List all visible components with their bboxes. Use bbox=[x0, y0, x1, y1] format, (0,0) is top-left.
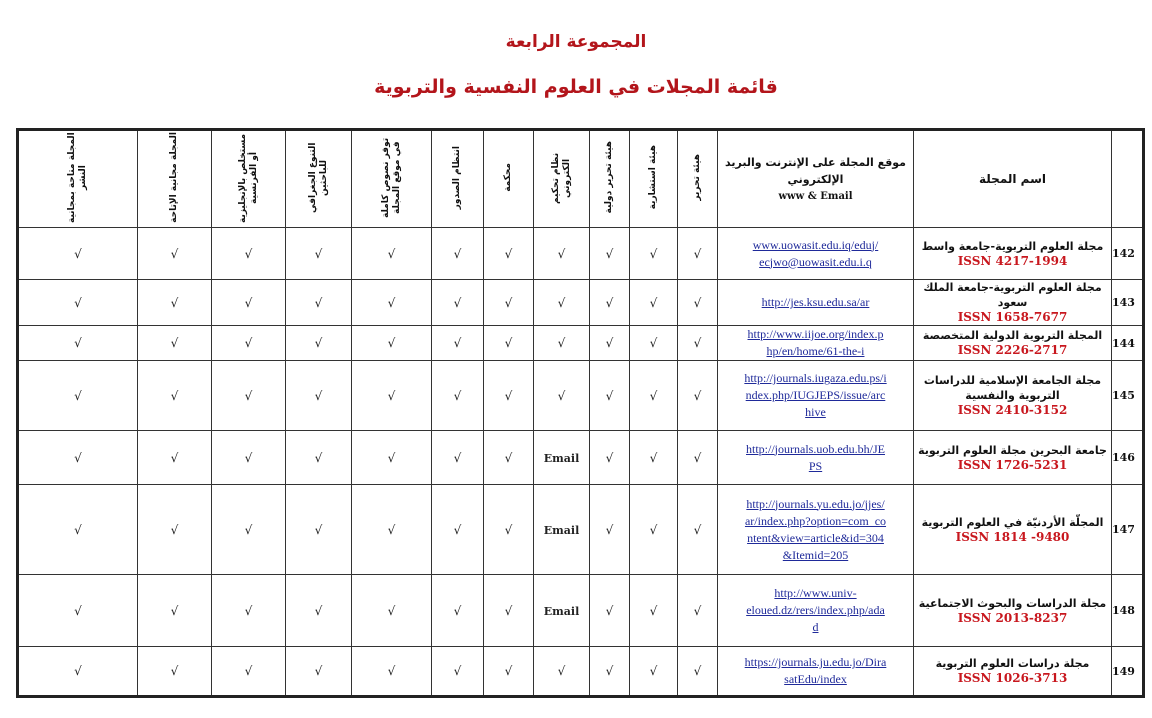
check-intl-editorial bbox=[590, 485, 630, 575]
check-mark: √ bbox=[693, 522, 702, 537]
header-intl-editorial bbox=[590, 130, 630, 228]
check-mark: √ bbox=[170, 336, 179, 350]
check-editorial bbox=[678, 228, 718, 280]
journals-table bbox=[16, 128, 1145, 698]
check-advisory bbox=[630, 280, 678, 326]
check-mark: √ bbox=[74, 522, 82, 537]
site-line: http://journals.uob.edu.bh/JE bbox=[746, 441, 885, 456]
row-number: 146 bbox=[1112, 431, 1144, 485]
check-mark: √ bbox=[244, 388, 253, 403]
check-mark: √ bbox=[649, 522, 658, 537]
header-advisory bbox=[630, 130, 678, 228]
check-mark: √ bbox=[387, 664, 396, 678]
row-number: 143 bbox=[1112, 280, 1144, 326]
check-mark: √ bbox=[504, 603, 513, 618]
header-free-access-label: المجلة مجانية الإتاحة bbox=[169, 132, 179, 223]
check-mark: √ bbox=[244, 522, 253, 537]
header-row bbox=[18, 130, 1144, 228]
check-mark: √ bbox=[74, 388, 82, 403]
check-abstracts bbox=[212, 228, 286, 280]
table-row bbox=[18, 228, 1144, 280]
header-free-access bbox=[138, 130, 212, 228]
header-electronic-review bbox=[534, 130, 590, 228]
journal-name-cell bbox=[914, 431, 1112, 485]
check-full-text bbox=[352, 647, 432, 697]
check-mark: √ bbox=[605, 603, 614, 618]
table-row bbox=[18, 431, 1144, 485]
check-regular bbox=[432, 431, 484, 485]
check-geo-diversity bbox=[286, 326, 352, 361]
journal-site-link[interactable] bbox=[718, 228, 914, 280]
site-line: hp/en/home/61-the-i bbox=[766, 344, 865, 358]
header-abstracts bbox=[212, 130, 286, 228]
check-mark: √ bbox=[453, 295, 462, 310]
check-editorial bbox=[678, 361, 718, 431]
check-mark: √ bbox=[453, 603, 462, 618]
check-geo-diversity bbox=[286, 228, 352, 280]
check-geo-diversity bbox=[286, 575, 352, 647]
check-intl-editorial bbox=[590, 575, 630, 647]
check-electronic-review bbox=[534, 361, 590, 431]
site-line: ntent&view=article&id=304 bbox=[747, 530, 884, 545]
check-abstracts bbox=[212, 485, 286, 575]
header-open-access bbox=[18, 130, 138, 228]
check-advisory bbox=[630, 575, 678, 647]
journal-site-link[interactable] bbox=[718, 361, 914, 431]
journal-name-cell bbox=[914, 280, 1112, 326]
check-mark: √ bbox=[453, 664, 462, 678]
check-full-text bbox=[352, 361, 432, 431]
check-mark: √ bbox=[170, 603, 179, 618]
header-peer-reviewed-label: محكمة bbox=[503, 163, 513, 192]
journal-name: مجلة الدراسات والبحوث الاجتماعية bbox=[918, 596, 1107, 610]
check-editorial bbox=[678, 485, 718, 575]
table-row bbox=[18, 575, 1144, 647]
check-mark: √ bbox=[314, 664, 323, 678]
check-abstracts bbox=[212, 326, 286, 361]
check-mark: √ bbox=[557, 246, 566, 261]
check-regular bbox=[432, 280, 484, 326]
check-advisory bbox=[630, 647, 678, 697]
check-mark: √ bbox=[453, 388, 462, 403]
journal-name-cell bbox=[914, 361, 1112, 431]
check-mark: √ bbox=[504, 450, 513, 465]
check-mark: √ bbox=[605, 246, 614, 261]
journal-name-cell bbox=[914, 228, 1112, 280]
site-line: ecjwo@uowasit.edu.i.q bbox=[759, 254, 872, 269]
check-mark: √ bbox=[314, 603, 323, 618]
check-geo-diversity bbox=[286, 431, 352, 485]
site-line: d bbox=[812, 620, 819, 634]
check-mark: √ bbox=[314, 388, 323, 403]
journal-site-link[interactable] bbox=[718, 575, 914, 647]
email-label: Email bbox=[543, 451, 580, 465]
check-free-access bbox=[138, 575, 212, 647]
check-mark: √ bbox=[504, 522, 513, 537]
check-editorial bbox=[678, 326, 718, 361]
header-geo-diversity-label: التنوع الجغرافي للباحثين bbox=[307, 142, 329, 213]
check-mark: √ bbox=[387, 295, 396, 310]
check-geo-diversity bbox=[286, 361, 352, 431]
check-mark: √ bbox=[314, 336, 323, 350]
check-mark: √ bbox=[693, 664, 702, 678]
check-mark: √ bbox=[244, 603, 253, 618]
site-line: hive bbox=[805, 405, 826, 419]
check-mark: √ bbox=[74, 450, 82, 465]
check-mark: √ bbox=[387, 450, 396, 465]
journal-name-cell bbox=[914, 575, 1112, 647]
check-mark: √ bbox=[387, 388, 396, 403]
check-mark: √ bbox=[605, 336, 614, 350]
check-intl-editorial bbox=[590, 228, 630, 280]
journal-issn: ISSN 1814 -9480 bbox=[955, 529, 1070, 544]
header-site-www: www & Email bbox=[778, 190, 853, 202]
check-mark: √ bbox=[244, 336, 253, 350]
check-mark: √ bbox=[387, 246, 396, 261]
check-mark: √ bbox=[387, 336, 396, 350]
header-editorial bbox=[678, 130, 718, 228]
journal-name: مجلة العلوم التربوية-جامعة الملك سعود bbox=[923, 281, 1102, 309]
check-peer-reviewed bbox=[484, 575, 534, 647]
check-peer-reviewed bbox=[484, 431, 534, 485]
check-mark: √ bbox=[74, 246, 82, 261]
site-line: ar/index.php?option=com_co bbox=[744, 513, 887, 528]
check-mark: √ bbox=[170, 450, 179, 465]
check-mark: √ bbox=[314, 522, 323, 537]
check-mark: √ bbox=[649, 450, 658, 465]
row-number: 144 bbox=[1112, 326, 1144, 361]
journal-issn: ISSN 1026-3713 bbox=[957, 671, 1068, 685]
site-line: http://www.iijoe.org/index.p bbox=[747, 327, 884, 341]
journal-name: جامعة البحرين مجلة العلوم التربوية bbox=[918, 443, 1107, 457]
check-peer-reviewed bbox=[484, 485, 534, 575]
site-line: &Itemid=205 bbox=[782, 547, 849, 562]
check-geo-diversity bbox=[286, 280, 352, 326]
journal-issn: ISSN 2410-3152 bbox=[957, 403, 1068, 417]
check-geo-diversity bbox=[286, 647, 352, 697]
journal-issn: ISSN 2226-2717 bbox=[957, 343, 1068, 357]
check-abstracts bbox=[212, 280, 286, 326]
row-number: 149 bbox=[1112, 647, 1144, 697]
check-open-access bbox=[18, 361, 138, 431]
site-line: PS bbox=[808, 458, 823, 473]
check-mark: √ bbox=[693, 295, 702, 310]
check-advisory bbox=[630, 485, 678, 575]
site-line: ndex.php/IUGJEPS/issue/arc bbox=[745, 388, 886, 402]
table-row bbox=[18, 361, 1144, 431]
check-free-access bbox=[138, 326, 212, 361]
check-regular bbox=[432, 361, 484, 431]
check-mark: √ bbox=[557, 336, 566, 350]
check-advisory bbox=[630, 326, 678, 361]
check-mark: √ bbox=[244, 450, 253, 465]
header-full-text bbox=[352, 130, 432, 228]
journal-issn: ISSN 2013-8237 bbox=[957, 610, 1068, 625]
check-open-access bbox=[18, 228, 138, 280]
check-intl-editorial bbox=[590, 326, 630, 361]
check-mark: √ bbox=[244, 664, 253, 678]
check-free-access bbox=[138, 361, 212, 431]
check-mark: √ bbox=[605, 295, 614, 310]
page-title: قائمة المجلات في العلوم النفسية والتربوية bbox=[374, 76, 778, 98]
email-label: Email bbox=[543, 604, 580, 618]
header-geo-diversity bbox=[286, 130, 352, 228]
check-geo-diversity bbox=[286, 485, 352, 575]
check-mark: √ bbox=[557, 295, 566, 310]
check-electronic-review bbox=[534, 431, 590, 485]
check-peer-reviewed bbox=[484, 361, 534, 431]
check-free-access bbox=[138, 647, 212, 697]
check-advisory bbox=[630, 431, 678, 485]
journal-issn: ISSN 4217-1994 bbox=[957, 253, 1068, 268]
check-mark: √ bbox=[314, 295, 323, 310]
check-mark: √ bbox=[314, 450, 323, 465]
check-mark: √ bbox=[453, 522, 462, 537]
check-advisory bbox=[630, 361, 678, 431]
check-mark: √ bbox=[504, 246, 513, 261]
check-open-access bbox=[18, 326, 138, 361]
check-mark: √ bbox=[504, 336, 513, 350]
check-editorial bbox=[678, 647, 718, 697]
check-mark: √ bbox=[74, 336, 82, 350]
site-line: http://jes.ksu.edu.sa/ar bbox=[761, 295, 870, 309]
check-mark: √ bbox=[453, 450, 462, 465]
check-open-access bbox=[18, 485, 138, 575]
check-peer-reviewed bbox=[484, 326, 534, 361]
check-advisory bbox=[630, 228, 678, 280]
check-peer-reviewed bbox=[484, 280, 534, 326]
journal-site-link[interactable] bbox=[718, 431, 914, 485]
check-mark: √ bbox=[557, 388, 566, 403]
site-line: http://journals.iugaza.edu.ps/i bbox=[744, 371, 887, 385]
check-mark: √ bbox=[504, 388, 513, 403]
check-mark: √ bbox=[387, 522, 396, 537]
check-mark: √ bbox=[649, 246, 658, 261]
check-regular bbox=[432, 485, 484, 575]
check-full-text bbox=[352, 326, 432, 361]
check-mark: √ bbox=[649, 388, 658, 403]
check-intl-editorial bbox=[590, 361, 630, 431]
check-mark: √ bbox=[693, 603, 702, 618]
check-editorial bbox=[678, 575, 718, 647]
journal-site-link[interactable] bbox=[718, 326, 914, 361]
check-electronic-review bbox=[534, 228, 590, 280]
journal-name: المجلة التربوية الدولية المتخصصة bbox=[922, 329, 1103, 342]
check-regular bbox=[432, 647, 484, 697]
site-line: http://journals.yu.edu.jo/jjes/ bbox=[746, 496, 885, 511]
site-line: http://www.univ- bbox=[774, 586, 857, 600]
check-full-text bbox=[352, 228, 432, 280]
check-intl-editorial bbox=[590, 280, 630, 326]
header-site-label: موقع المجلة على الإنترنت والبريد الإلكتروني bbox=[725, 155, 906, 186]
header-regular bbox=[432, 130, 484, 228]
check-free-access bbox=[138, 280, 212, 326]
check-open-access bbox=[18, 431, 138, 485]
check-mark: √ bbox=[170, 295, 179, 310]
journal-site-link[interactable] bbox=[718, 280, 914, 326]
check-mark: √ bbox=[649, 664, 658, 678]
check-regular bbox=[432, 575, 484, 647]
header-peer-reviewed bbox=[484, 130, 534, 228]
check-full-text bbox=[352, 431, 432, 485]
check-mark: √ bbox=[693, 336, 702, 350]
journal-site-link[interactable] bbox=[718, 485, 914, 575]
check-mark: √ bbox=[170, 522, 179, 537]
header-intl-editorial-label: هيئة تحرير دولية bbox=[604, 141, 614, 214]
check-editorial bbox=[678, 431, 718, 485]
check-abstracts bbox=[212, 647, 286, 697]
header-site bbox=[718, 130, 914, 228]
header-regular-label: انتظام الصدور bbox=[452, 145, 462, 210]
journal-site-link[interactable] bbox=[718, 647, 914, 697]
table-row bbox=[18, 647, 1144, 697]
header-electronic-review-label: نظام تحكيم الكتروني bbox=[550, 151, 572, 204]
check-mark: √ bbox=[453, 246, 462, 261]
journal-name: مجلة العلوم التربوية-جامعة واسط bbox=[921, 239, 1104, 253]
journal-name-cell bbox=[914, 647, 1112, 697]
check-full-text bbox=[352, 485, 432, 575]
header-open-access-label: المجلة متاحة بمجانية النشر bbox=[67, 132, 88, 223]
row-number: 148 bbox=[1112, 575, 1144, 647]
check-open-access bbox=[18, 280, 138, 326]
check-mark: √ bbox=[693, 450, 702, 465]
journal-name: مجلة الجامعة الإسلامية للدراسات التربوية والنفسية bbox=[923, 374, 1102, 402]
check-mark: √ bbox=[605, 450, 614, 465]
site-line: satEdu/index bbox=[784, 672, 847, 686]
check-peer-reviewed bbox=[484, 228, 534, 280]
check-peer-reviewed bbox=[484, 647, 534, 697]
check-mark: √ bbox=[314, 246, 323, 261]
header-full-text-label: توفر نصوص كاملة في موقع المجلة bbox=[380, 137, 402, 218]
check-mark: √ bbox=[74, 603, 82, 618]
check-mark: √ bbox=[244, 295, 253, 310]
header-journal-name: اسم المجلة bbox=[914, 130, 1112, 228]
check-open-access bbox=[18, 647, 138, 697]
check-mark: √ bbox=[605, 522, 614, 537]
site-line: eloued.dz/rers/index.php/ada bbox=[746, 603, 885, 617]
table-row bbox=[18, 280, 1144, 326]
check-intl-editorial bbox=[590, 647, 630, 697]
table-row bbox=[18, 326, 1144, 361]
check-open-access bbox=[18, 575, 138, 647]
check-intl-editorial bbox=[590, 431, 630, 485]
check-electronic-review bbox=[534, 485, 590, 575]
check-electronic-review bbox=[534, 647, 590, 697]
check-abstracts bbox=[212, 361, 286, 431]
check-mark: √ bbox=[170, 388, 179, 403]
check-mark: √ bbox=[605, 664, 614, 678]
header-editorial-label: هيئة تحرير bbox=[692, 154, 702, 201]
check-mark: √ bbox=[504, 664, 513, 678]
header-num bbox=[1112, 130, 1144, 228]
check-full-text bbox=[352, 280, 432, 326]
row-number: 142 bbox=[1112, 228, 1144, 280]
check-mark: √ bbox=[504, 295, 513, 310]
check-electronic-review bbox=[534, 575, 590, 647]
check-mark: √ bbox=[170, 246, 179, 261]
check-free-access bbox=[138, 228, 212, 280]
check-regular bbox=[432, 228, 484, 280]
table-row bbox=[18, 485, 1144, 575]
check-free-access bbox=[138, 485, 212, 575]
check-abstracts bbox=[212, 575, 286, 647]
check-mark: √ bbox=[387, 603, 396, 618]
check-mark: √ bbox=[453, 336, 462, 350]
check-abstracts bbox=[212, 431, 286, 485]
journal-issn: ISSN 1658-7677 bbox=[957, 310, 1068, 324]
check-mark: √ bbox=[693, 388, 702, 403]
check-mark: √ bbox=[170, 664, 179, 678]
group-title: المجموعة الرابعة bbox=[505, 32, 647, 52]
check-mark: √ bbox=[649, 603, 658, 618]
journal-name: مجلة دراسات العلوم التربوية bbox=[935, 657, 1090, 670]
journal-name: المجلّة الأردنيّة في العلوم التربوية bbox=[921, 515, 1104, 529]
journal-name-cell bbox=[914, 326, 1112, 361]
header-advisory-label: هيئة استشارية bbox=[648, 145, 658, 210]
check-mark: √ bbox=[74, 295, 82, 310]
check-electronic-review bbox=[534, 326, 590, 361]
site-line: www.uowasit.edu.iq/eduj/ bbox=[752, 237, 879, 252]
header-abstracts-label: مستخلص بالإنجليزية أو الفرنسية bbox=[237, 132, 259, 223]
journal-name-cell bbox=[914, 485, 1112, 575]
check-mark: √ bbox=[74, 664, 82, 678]
row-number: 145 bbox=[1112, 361, 1144, 431]
check-mark: √ bbox=[649, 295, 658, 310]
check-mark: √ bbox=[557, 664, 566, 678]
check-full-text bbox=[352, 575, 432, 647]
journal-issn: ISSN 1726-5231 bbox=[957, 457, 1068, 472]
check-regular bbox=[432, 326, 484, 361]
check-mark: √ bbox=[605, 388, 614, 403]
check-editorial bbox=[678, 280, 718, 326]
check-mark: √ bbox=[649, 336, 658, 350]
check-free-access bbox=[138, 431, 212, 485]
check-electronic-review bbox=[534, 280, 590, 326]
check-mark: √ bbox=[244, 246, 253, 261]
check-mark: √ bbox=[693, 246, 702, 261]
email-label: Email bbox=[543, 523, 580, 537]
row-number: 147 bbox=[1112, 485, 1144, 575]
site-line: https://journals.ju.edu.jo/Dira bbox=[744, 655, 887, 669]
